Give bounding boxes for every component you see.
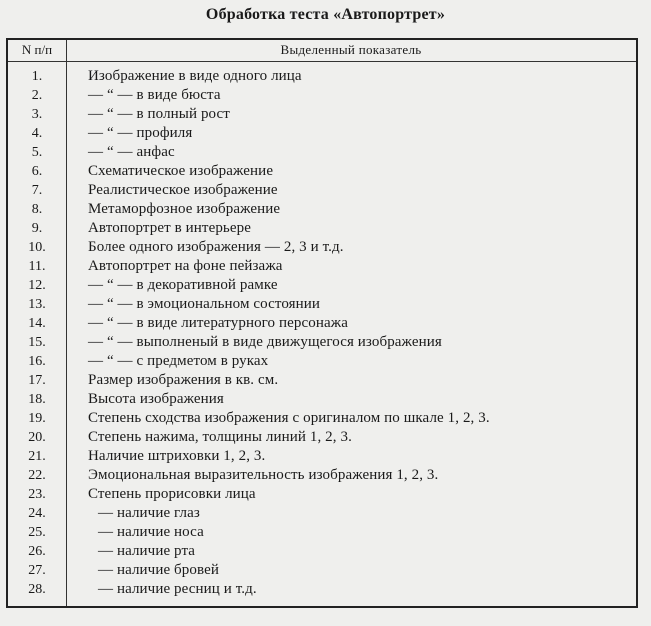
row-indicator: — наличие рта [98,543,196,559]
row-indicator: — “ — в полный рост [88,106,230,122]
row-indicator: Автопортрет на фоне пейзажа [88,258,283,274]
row-number: 19. [28,411,46,426]
row-number: 22. [28,468,46,483]
row-indicator: — наличие глаз [98,505,200,521]
table-row [8,143,636,162]
row-number: 18. [28,392,46,407]
row-indicator: Степень сходства изображения с оригиналом по шкале 1, 2, 3. [88,410,490,426]
table-row [8,219,636,238]
table-row [8,352,636,371]
row-number: 26. [28,544,46,559]
row-number: 23. [28,487,46,502]
row-indicator: — наличие бровей [98,562,219,578]
table-row [8,238,636,257]
row-number: 6. [31,164,43,179]
table-row [8,371,636,390]
table-row [8,466,636,485]
row-indicator: — “ — анфас [88,144,175,160]
row-number: 24. [28,506,46,521]
row-number: 28. [28,582,46,597]
row-indicator: Схематическое изображение [88,163,274,179]
table-row [8,409,636,428]
row-indicator: — “ — в декоративной рамке [88,277,278,293]
row-number: 14. [28,316,46,331]
table-row [8,485,636,504]
row-indicator: — “ — с предметом в руках [88,353,269,369]
row-indicator: Более одного изображения — 2, 3 и т.д. [88,239,344,255]
table-row [8,428,636,447]
row-indicator: Изображение в виде одного лица [88,68,302,84]
table-row [8,200,636,219]
row-number: 11. [28,259,46,274]
table-row [8,333,636,352]
table-row [8,504,636,523]
row-number: 10. [28,240,46,255]
row-indicator: Реалистическое изображение [88,182,278,198]
table-row [8,162,636,181]
table-row [8,257,636,276]
row-number: 3. [31,107,43,122]
table-row [8,124,636,143]
table-row [8,105,636,124]
indicators-table [6,38,638,608]
row-number: 16. [28,354,46,369]
table-row [8,580,636,599]
row-number: 15. [28,335,46,350]
row-indicator: — “ — профиля [88,125,193,141]
row-number: 2. [31,88,43,103]
row-number: 27. [28,563,46,578]
row-indicator: — “ — в виде бюста [88,87,221,103]
table-row [8,276,636,295]
row-number: 25. [28,525,46,540]
row-indicator: Наличие штриховки 1, 2, 3. [88,448,266,464]
row-indicator: — наличие ресниц и т.д. [98,581,257,597]
table-row [8,447,636,466]
row-indicator: — “ — выполненый в виде движущегося изображения [88,334,442,350]
row-number: 17. [28,373,46,388]
row-indicator: Автопортрет в интерьере [88,220,251,236]
table-row [8,561,636,580]
row-number: 1. [31,69,43,84]
table-row [8,523,636,542]
row-number: 13. [28,297,46,312]
row-indicator: Высота изображения [88,391,224,407]
row-number: 20. [28,430,46,445]
document-title: Обработка теста «Автопортрет» [205,6,446,23]
row-number: 9. [31,221,43,236]
table-row [8,390,636,409]
row-indicator: — “ — в эмоциональном состоянии [88,296,321,312]
table-row [8,86,636,105]
row-number: 12. [28,278,46,293]
row-indicator: Эмоциональная выразительность изображения 1, 2, 3. [88,467,439,483]
row-number: 4. [31,126,43,141]
table-row [8,314,636,333]
table-row [8,542,636,561]
table-row [8,67,636,86]
row-number: 7. [31,183,43,198]
row-indicator: Степень нажима, толщины линий 1, 2, 3. [88,429,352,445]
row-indicator: Степень прорисовки лица [88,486,256,502]
row-indicator: — наличие носа [98,524,204,540]
row-number: 5. [31,145,43,160]
row-indicator: Размер изображения в кв. см. [88,372,279,388]
row-number: 21. [28,449,46,464]
row-indicator: — “ — в виде литературного персонажа [88,315,348,331]
header-number: N п/п [21,42,53,57]
header-divider [8,61,636,62]
row-number: 8. [31,202,43,217]
row-indicator: Метаморфозное изображение [88,201,281,217]
table-row [8,181,636,200]
header-label: Выделенный показатель [280,42,422,57]
table-row [8,295,636,314]
